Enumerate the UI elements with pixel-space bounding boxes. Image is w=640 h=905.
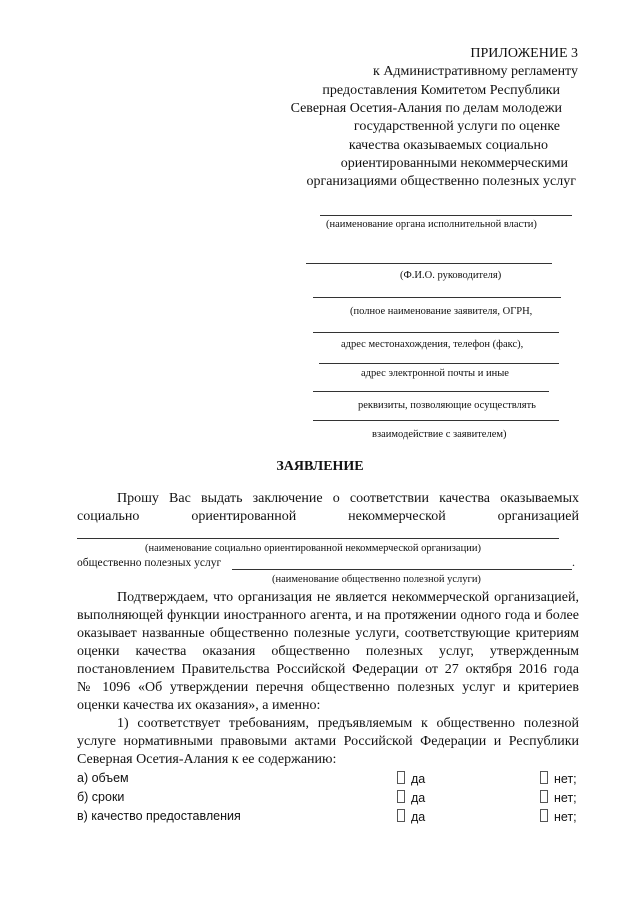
signature-line (313, 420, 559, 421)
field-caption: (Ф.И.О. руководителя) (400, 270, 502, 281)
confirm-text: выполняющей функции иностранного агента, и на протяжении одного года и более (77, 608, 579, 623)
option-label: в) качество предоставления (77, 809, 241, 823)
header-line: Северная Осетия-Алания по делам молодежи (290, 101, 562, 116)
no-checkbox[interactable] (540, 790, 548, 803)
no-checkbox[interactable] (540, 809, 548, 822)
request-text: Прошу Вас выдать заключение о соответствии качества оказываемых (117, 491, 579, 506)
signature-line (319, 363, 559, 364)
confirm-text: оказывает названные общественно полезные услуги, соответствующие критериям (77, 626, 579, 641)
org-name-line (77, 538, 559, 539)
option-yes[interactable]: да (397, 790, 425, 805)
option-label: а) объем (77, 771, 129, 785)
option-yes[interactable]: да (397, 809, 425, 824)
signature-line (320, 215, 572, 216)
request-text: социально ориентированной некоммерческой организацией (77, 509, 579, 524)
option-no[interactable]: нет; (540, 790, 577, 805)
field-caption: (наименование органа исполнительной власти) (326, 219, 537, 230)
field-caption: взаимодействие с заявителем) (372, 429, 507, 440)
field-caption: (полное наименование заявителя, ОГРН, (350, 306, 533, 317)
yes-checkbox[interactable] (397, 771, 405, 784)
field-caption: адрес местонахождения, телефон (факс), (341, 339, 524, 350)
confirm-text: оценки качества их оказания», а именно: (77, 698, 321, 713)
appendix-number: ПРИЛОЖЕНИЕ 3 (470, 46, 578, 61)
confirm-text: Подтверждаем, что организация не является некоммерческой организацией, (117, 590, 579, 605)
item-text: услуге нормативными правовыми актами Российской Федерации и Республики (77, 734, 579, 749)
field-caption: адрес электронной почты и иные (361, 368, 509, 379)
header-line: к Административному регламенту (373, 64, 578, 79)
service-name-line (232, 569, 572, 570)
field-caption: (наименование общественно полезной услуги) (272, 574, 481, 585)
yes-checkbox[interactable] (397, 809, 405, 822)
services-end: . (572, 555, 575, 569)
signature-line (306, 263, 552, 264)
option-no[interactable]: нет; (540, 809, 577, 824)
header-line: предоставления Комитетом Республики (322, 83, 560, 98)
item-text: Северная Осетия-Алания к ее содержанию: (77, 752, 337, 767)
header-line: качества оказываемых социально (348, 138, 548, 153)
signature-line (313, 391, 549, 392)
signature-line (313, 297, 561, 298)
no-checkbox[interactable] (540, 771, 548, 784)
field-caption: реквизиты, позволяющие осуществлять (358, 400, 536, 411)
header-line: организациями общественно полезных услуг (306, 174, 576, 189)
yes-checkbox[interactable] (397, 790, 405, 803)
option-no[interactable]: нет; (540, 771, 577, 786)
confirm-text: оценки качества оказания общественно полезных услуг, утвержденным (77, 644, 579, 659)
option-yes[interactable]: да (397, 771, 425, 786)
option-label: б) сроки (77, 790, 125, 804)
field-caption: (наименование социально ориентированной некоммерческой организации) (145, 543, 481, 554)
header-line: государственной услуги по оценке (353, 119, 560, 134)
confirm-text: № 1096 «Об утверждении перечня общественно полезных услуг и критериев (77, 680, 579, 695)
header-line: ориентированными некоммерческими (340, 156, 568, 171)
signature-line (313, 332, 559, 333)
confirm-text: постановлением Правительства Российской Федерации от 27 октября 2016 года (77, 662, 579, 677)
document-title: ЗАЯВЛЕНИЕ (276, 459, 364, 474)
services-label: общественно полезных услуг (77, 557, 222, 569)
item-text: 1) соответствует требованиям, предъявляемым к общественно полезной (117, 716, 579, 731)
